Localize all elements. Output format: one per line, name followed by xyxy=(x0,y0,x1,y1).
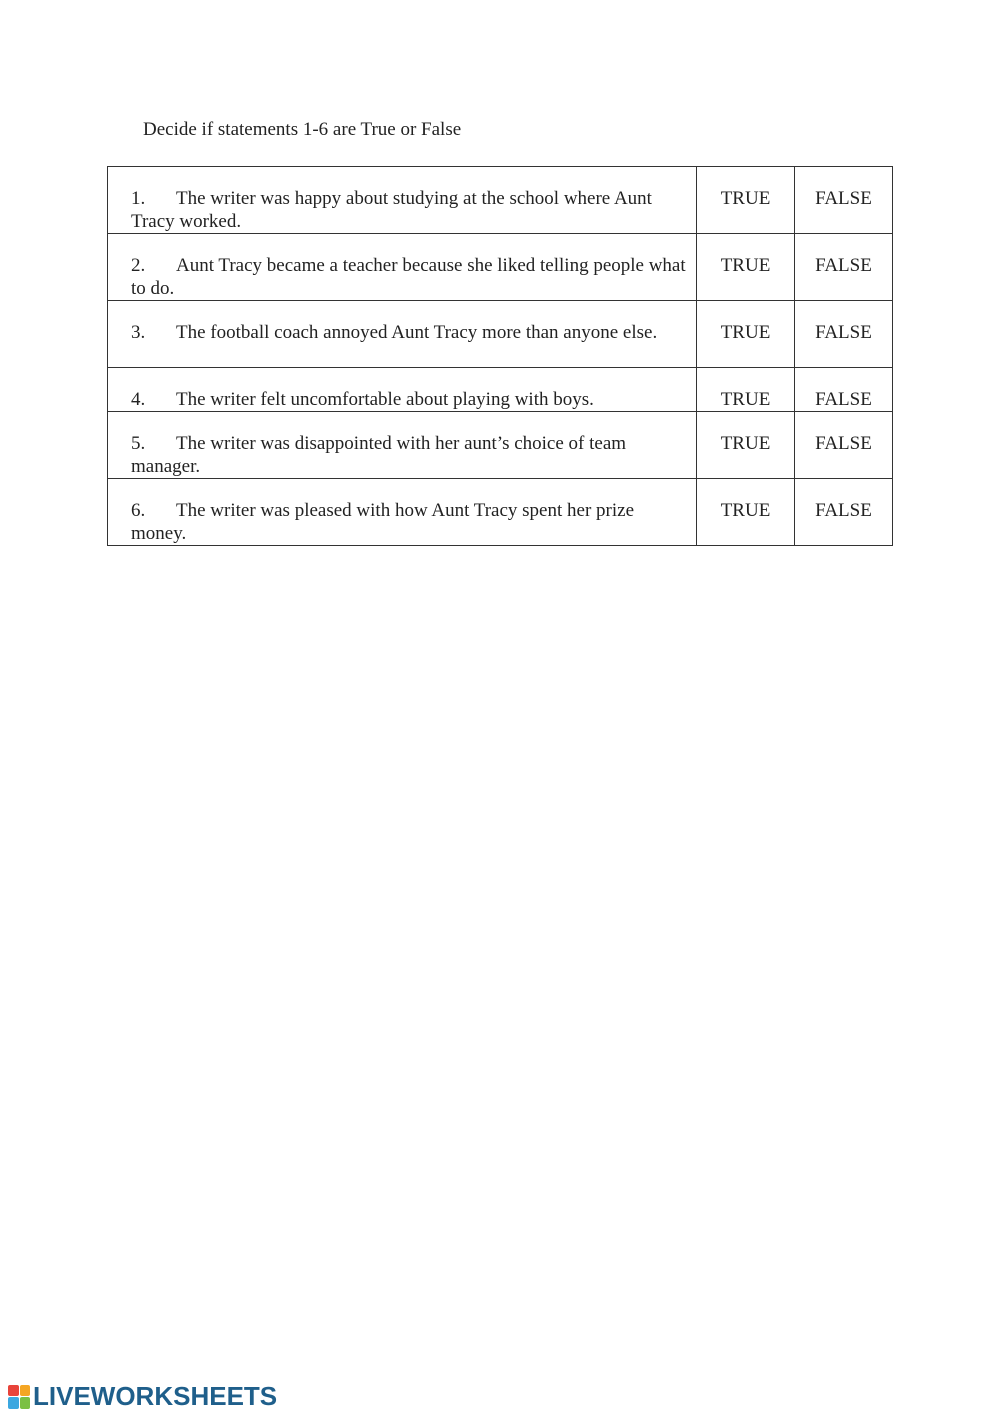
statement-cell xyxy=(108,368,697,412)
instructions-text: Decide if statements 1-6 are True or False xyxy=(143,119,462,140)
table-row xyxy=(108,479,893,546)
statement-text: The writer was pleased with how Aunt Tracy spent her prize money. xyxy=(131,500,635,544)
logo-square xyxy=(8,1397,19,1409)
statement-number: 4. xyxy=(131,389,146,410)
false-option[interactable]: FALSE xyxy=(795,368,893,412)
liveworksheets-logo-icon xyxy=(8,1385,30,1409)
false-option[interactable]: FALSE xyxy=(795,234,893,301)
table-row xyxy=(108,301,893,368)
false-option[interactable]: FALSE xyxy=(795,167,893,234)
logo-square xyxy=(8,1385,19,1397)
statement-text: Aunt Tracy became a teacher because she liked telling people what to do. xyxy=(131,255,686,299)
statement-number: 6. xyxy=(131,500,146,521)
statement-text: The writer was disappointed with her aunt’s choice of team manager. xyxy=(131,433,627,477)
true-false-table xyxy=(107,166,893,546)
statement-number: 3. xyxy=(131,322,146,343)
statement-cell xyxy=(108,479,697,546)
table-row xyxy=(108,167,893,234)
statement-cell xyxy=(108,301,697,368)
brand-name: LIVEWORKSHEETS xyxy=(33,1381,278,1411)
true-option[interactable]: TRUE xyxy=(697,167,795,234)
statement-text: The writer felt uncomfortable about playing with boys. xyxy=(176,389,594,410)
statement-cell xyxy=(108,234,697,301)
statement-cell xyxy=(108,167,697,234)
logo-square xyxy=(20,1397,31,1409)
statement-text: The football coach annoyed Aunt Tracy more than anyone else. xyxy=(176,322,658,343)
false-option[interactable]: FALSE xyxy=(795,479,893,546)
statement-cell xyxy=(108,412,697,479)
true-option[interactable]: TRUE xyxy=(697,301,795,368)
footer-brand xyxy=(8,1381,277,1412)
table-row xyxy=(108,412,893,479)
statement-number: 5. xyxy=(131,433,146,454)
table-row xyxy=(108,234,893,301)
statement-text: The writer was happy about studying at the school where Aunt Tracy worked. xyxy=(131,188,652,232)
true-option[interactable]: TRUE xyxy=(697,234,795,301)
true-option[interactable]: TRUE xyxy=(697,479,795,546)
false-option[interactable]: FALSE xyxy=(795,412,893,479)
true-option[interactable]: TRUE xyxy=(697,368,795,412)
statement-number: 1. xyxy=(131,188,146,209)
true-option[interactable]: TRUE xyxy=(697,412,795,479)
false-option[interactable]: FALSE xyxy=(795,301,893,368)
statement-number: 2. xyxy=(131,255,146,276)
table-row xyxy=(108,368,893,412)
logo-square xyxy=(20,1385,31,1397)
